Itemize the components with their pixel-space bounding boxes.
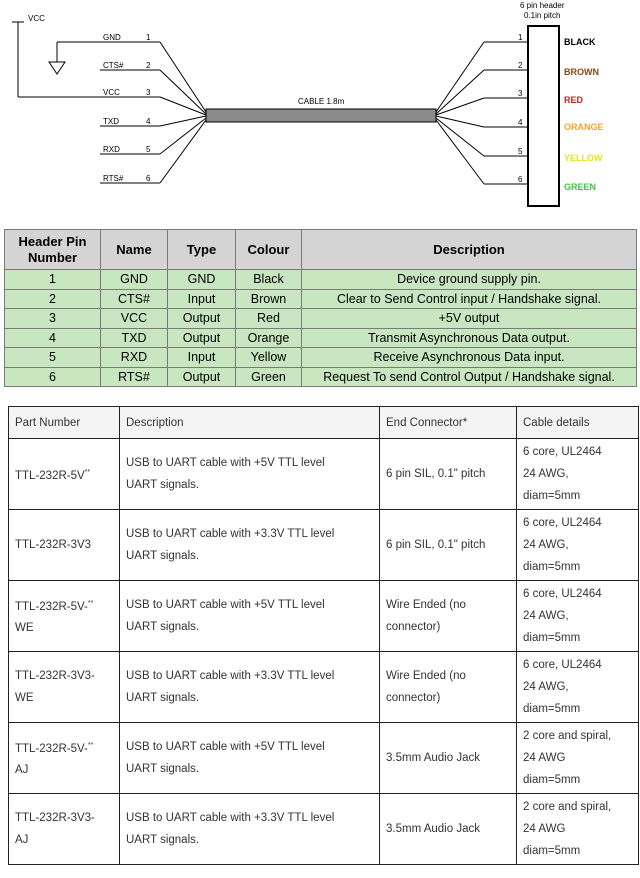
cable-details-cell-line: 6 core, UL2464 (523, 446, 602, 458)
left-pin-labels (103, 33, 151, 183)
cable-details-cell (517, 439, 639, 510)
left-pin-name: RXD (103, 145, 120, 154)
description-cell-line: UART signals. (126, 834, 200, 846)
cable-details-cell (517, 723, 639, 794)
pin-description-cell: Device ground supply pin. (302, 270, 637, 290)
cable-details-cell-line: 6 core, UL2464 (523, 517, 602, 529)
description-cell-line: USB to UART cable with +3.3V TTL level (126, 670, 335, 682)
cable-details-cell-line: diam=5mm (523, 703, 581, 715)
cable-details-cell (517, 794, 639, 865)
table-row (9, 652, 639, 723)
table-row (5, 348, 637, 368)
header-pin-number-heading: Header Pin Number (5, 230, 101, 270)
pin-type-cell: Output (168, 367, 236, 387)
header-title-line1: 6 pin header (520, 1, 565, 10)
table-row (9, 439, 639, 510)
pin-description-cell: Receive Asynchronous Data input. (302, 348, 637, 368)
end-connector-cell-line: 6 pin SIL, 0.1" pitch (386, 468, 486, 480)
header-title-line2: 0.1in pitch (524, 11, 561, 20)
part-number-cell (9, 510, 120, 581)
table-row (5, 289, 637, 309)
table-row (9, 794, 639, 865)
pin-header-connector (528, 26, 559, 206)
cable-details-cell (517, 581, 639, 652)
footnote-mark: ** (87, 741, 94, 749)
right-pin-number: 1 (518, 33, 523, 42)
part-table-body (9, 439, 639, 865)
table-row (9, 510, 639, 581)
footnote-mark: ** (87, 599, 94, 607)
left-pin-number: 4 (146, 117, 151, 126)
pin-name-cell: RXD (101, 348, 168, 368)
cable-details-cell-line: 24 AWG (523, 823, 566, 835)
description-cell-line: UART signals. (126, 763, 200, 775)
description-cell-line: UART signals. (126, 479, 200, 491)
end-connector-cell (380, 723, 517, 794)
end-connector-cell-line: Wire Ended (no (386, 599, 466, 611)
pin-name-cell: RTS# (101, 367, 168, 387)
description-cell (120, 652, 380, 723)
cable-details-cell-line: 2 core and spiral, (523, 801, 612, 813)
part-number-cell-line: WE (15, 692, 34, 704)
cable-details-heading: Cable details (517, 407, 639, 439)
pin-type-cell: GND (168, 270, 236, 290)
footnote-mark: ** (84, 468, 91, 476)
end-connector-cell-line: connector) (386, 692, 441, 704)
cable-details-cell (517, 510, 639, 581)
part-number-cell-line: TTL-232R-5V- (15, 742, 88, 755)
part-number-cell (9, 581, 120, 652)
end-connector-cell-line: connector) (386, 621, 441, 633)
table-row (9, 723, 639, 794)
pin-colour-cell: Red (236, 309, 302, 329)
end-connector-cell-line: 3.5mm Audio Jack (386, 752, 480, 764)
part-number-cell-text: TTL-232R-3V3 (15, 539, 92, 551)
description-cell (120, 723, 380, 794)
vcc-label: VCC (28, 14, 45, 23)
cable-details-cell-line: 24 AWG, (523, 539, 569, 551)
end-connector-cell-line: 6 pin SIL, 0.1" pitch (386, 539, 486, 551)
pin-name-cell: CTS# (101, 289, 168, 309)
part-number-cell (9, 723, 120, 794)
left-pin-number: 1 (146, 33, 151, 42)
right-fan-wires (436, 42, 528, 184)
wire-colour-label: RED (564, 95, 584, 105)
pin-number-cell: 4 (5, 328, 101, 348)
left-pin-number: 6 (146, 174, 151, 183)
pin-number-cell: 2 (5, 289, 101, 309)
pin-description-cell: Transmit Asynchronous Data output. (302, 328, 637, 348)
vcc-symbol (12, 22, 160, 97)
part-number-cell-line: AJ (15, 764, 29, 777)
pin-type-cell: Input (168, 348, 236, 368)
description-cell (120, 510, 380, 581)
pin-description-cell: Clear to Send Control input / Handshake signal. (302, 289, 637, 309)
wire-colour-label: BROWN (564, 67, 599, 77)
pin-number-cell: 5 (5, 348, 101, 368)
pin-colour-cell: Brown (236, 289, 302, 309)
cable-details-cell-line: diam=5mm (523, 632, 581, 644)
table-row (9, 581, 639, 652)
part-number-cell (9, 439, 120, 510)
part-number-cell-line: WE (15, 622, 34, 635)
description-cell-line: USB to UART cable with +3.3V TTL level (126, 812, 335, 824)
description-cell (120, 581, 380, 652)
pin-name-cell: GND (101, 270, 168, 290)
pin-colour-cell: Green (236, 367, 302, 387)
end-connector-cell (380, 439, 517, 510)
left-pin-number: 3 (146, 88, 151, 97)
left-pin-number: 2 (146, 61, 151, 70)
end-connector-cell (380, 652, 517, 723)
part-number-cell (9, 794, 120, 865)
cable-details-cell-line: 24 AWG, (523, 468, 569, 480)
end-connector-cell (380, 794, 517, 865)
part-number-cell-line: TTL-232R-3V3- (15, 812, 95, 824)
description-cell (120, 439, 380, 510)
part-number-cell (9, 652, 120, 723)
pin-colour-cell: Yellow (236, 348, 302, 368)
right-pin-number: 3 (518, 89, 523, 98)
table-row (5, 309, 637, 329)
pin-colour-cell: Black (236, 270, 302, 290)
table-row (5, 328, 637, 348)
pin-description-cell: +5V output (302, 309, 637, 329)
left-pin-name: TXD (103, 117, 119, 126)
part-number-cell-line: TTL-232R-5V- (15, 600, 88, 613)
table-row (5, 270, 637, 290)
cable-details-cell (517, 652, 639, 723)
cable-details-cell-line: diam=5mm (523, 561, 581, 573)
name-heading: Name (101, 230, 168, 270)
part-number-cell-line (15, 534, 113, 556)
end-connector-heading: End Connector* (380, 407, 517, 439)
cable-details-cell-line: diam=5mm (523, 774, 581, 786)
right-pin-number: 5 (518, 147, 523, 156)
cable-schematic (0, 0, 640, 222)
pin-name-cell: VCC (101, 309, 168, 329)
pin-type-cell: Output (168, 328, 236, 348)
end-connector-cell (380, 581, 517, 652)
right-pin-number: 4 (518, 118, 523, 127)
table-row (5, 367, 637, 387)
part-table-header-row (9, 407, 639, 439)
end-connector-cell (380, 510, 517, 581)
cable-details-cell-line: diam=5mm (523, 490, 581, 502)
description-cell-line: UART signals. (126, 550, 200, 562)
description-cell-line: UART signals. (126, 621, 200, 633)
part-number-table (8, 406, 639, 865)
description-heading: Description (120, 407, 380, 439)
left-pin-number: 5 (146, 145, 151, 154)
part-number-cell-line (15, 462, 113, 487)
cable-details-cell-line: diam=5mm (523, 845, 581, 857)
right-pin-number: 6 (518, 175, 523, 184)
colour-heading: Colour (236, 230, 302, 270)
cable-label: CABLE 1.8m (298, 97, 345, 106)
pin-lines (100, 70, 160, 183)
cable-details-cell-line: 24 AWG, (523, 681, 569, 693)
wire-colour-label: YELLOW (564, 153, 603, 163)
left-pin-name: VCC (103, 88, 120, 97)
pin-name-cell: TXD (101, 328, 168, 348)
end-connector-cell-line: Wire Ended (no (386, 670, 466, 682)
wire-colour-label: BLACK (564, 37, 596, 47)
description-cell-line: USB to UART cable with +3.3V TTL level (126, 528, 335, 540)
part-number-cell-text: TTL-232R-5V (15, 469, 85, 482)
part-number-heading: Part Number (9, 407, 120, 439)
pin-table-header-row (5, 230, 637, 270)
type-heading: Type (168, 230, 236, 270)
cable-details-cell-line: 24 AWG (523, 752, 566, 764)
cable-details-cell-line: 2 core and spiral, (523, 730, 612, 742)
left-pin-name: CTS# (103, 61, 124, 70)
description-cell-line: USB to UART cable with +5V TTL level (126, 599, 325, 611)
left-pin-name: GND (103, 33, 121, 42)
pin-description-cell: Request To send Control Output / Handshake signal. (302, 367, 637, 387)
part-number-cell-line: AJ (15, 834, 29, 846)
description-cell-line: USB to UART cable with +5V TTL level (126, 457, 325, 469)
end-connector-cell-line: 3.5mm Audio Jack (386, 823, 480, 835)
wire-colour-label: ORANGE (564, 122, 604, 132)
pin-assignment-table (4, 229, 637, 387)
cable-details-cell-line: 6 core, UL2464 (523, 588, 602, 600)
left-fan-wires (160, 42, 206, 183)
cable-details-cell-line: 24 AWG, (523, 610, 569, 622)
part-number-cell-line: TTL-232R-3V3- (15, 670, 95, 682)
cable-body (206, 109, 436, 122)
description-cell-line: USB to UART cable with +5V TTL level (126, 741, 325, 753)
description-cell-line: UART signals. (126, 692, 200, 704)
description-heading: Description (302, 230, 637, 270)
pin-number-cell: 1 (5, 270, 101, 290)
wire-colour-label: GREEN (564, 182, 597, 192)
pin-number-cell: 6 (5, 367, 101, 387)
description-cell (120, 794, 380, 865)
pin-type-cell: Output (168, 309, 236, 329)
right-pin-number: 2 (518, 61, 523, 70)
left-pin-name: RTS# (103, 174, 124, 183)
pin-colour-cell: Orange (236, 328, 302, 348)
pin-number-cell: 3 (5, 309, 101, 329)
pin-type-cell: Input (168, 289, 236, 309)
cable-details-cell-line: 6 core, UL2464 (523, 659, 602, 671)
